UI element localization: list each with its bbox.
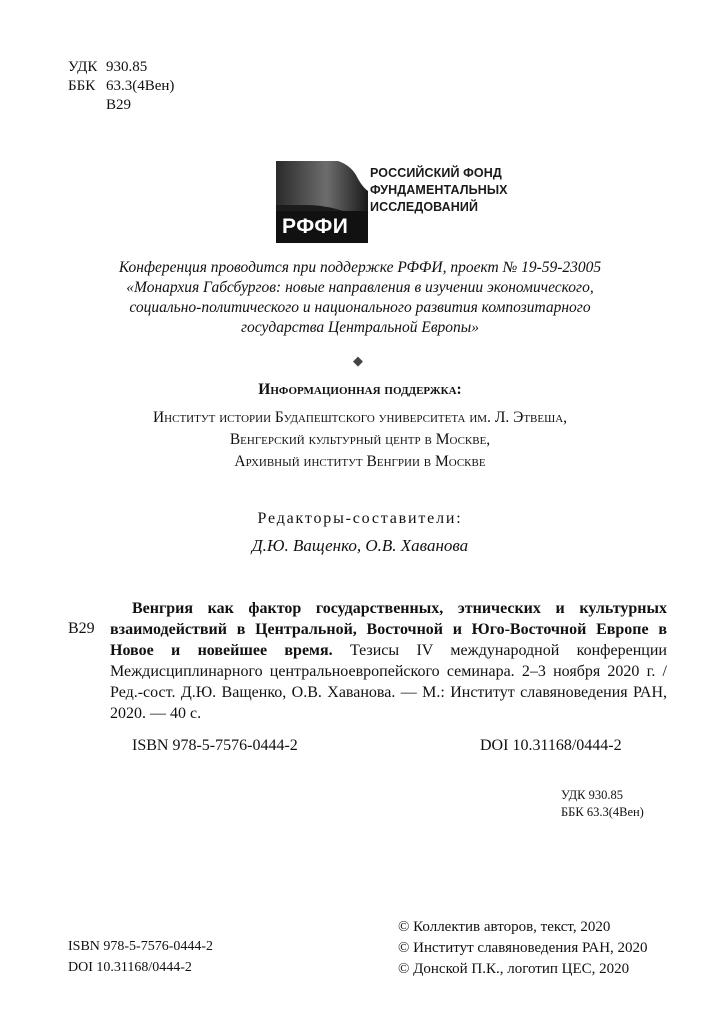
udk-value: 930.85 [106,59,148,75]
isbn-bottom: ISBN 978-5-7576-0444-2 [68,939,214,954]
bbk-value: 63.3(4Вен) [106,78,175,94]
copyright-line: © Донской П.К., логотип ЦЕС, 2020 [398,961,630,977]
rffi-logo [276,161,516,243]
rffi-logo-line: РОССИЙСКИЙ ФОНД [370,166,502,180]
bbk-right-line: ББК 63.3(4Вен) [561,805,644,819]
conference-line: государства Центральной Европы» [240,319,480,336]
copyright-line: © Коллектив авторов, текст, 2020 [398,919,611,935]
bbk-label: ББК [68,78,96,94]
author-sign-code: В29 [106,97,132,113]
rffi-logo-line: ИССЛЕДОВАНИЙ [370,200,479,214]
bibliographic-description [110,598,667,724]
isbn: ISBN 978-5-7576-0444-2 [132,737,298,754]
udk-right-line: УДК 930.85 [561,788,623,802]
diamond-divider-icon: ◆ [353,353,363,368]
copyright-line: © Институт славяноведения РАН, 2020 [398,940,648,956]
editors-heading: Редакторы-составители: [257,510,463,527]
conference-line: Конференция проводится при поддержке РФФИ, проект № 19-59-23005 [118,259,602,276]
book-title: Венгрия как фактор государственных, этнических и культурных взаимодействий в Центральной, Восточной и Юго-Восточной Европе в Новое и новейшее время. [110,600,667,659]
udk-bbk-right [561,787,644,821]
description-code: В29 [68,620,95,637]
rffi-logo-line: ФУНДАМЕНТАЛЬНЫХ [370,183,508,197]
udk-bbk-block [68,58,174,115]
doi: DOI 10.31168/0444-2 [480,737,622,754]
support-item: Архивный институт Венгрии в Москве [234,453,486,470]
rffi-abbrev: РФФИ [282,215,349,238]
copyright-block [398,917,648,980]
conference-line: «Монархия Габсбургов: новые направления в изучении экономического, [126,279,594,296]
book-details: Тезисы IV международной конференции Междисциплинарного центральноевропейского семинара. 2–3 ноября 2020 г. / Ред.-сост. Д.Ю. Ващенко, О.В. Хаванова. — М.: Институт славяноведения РАН, 2020. — 40 с. [110,642,667,722]
bottom-identifiers [68,936,213,978]
support-list [110,407,610,473]
doi-bottom: DOI 10.31168/0444-2 [68,960,192,975]
udk-label: УДК [68,59,98,75]
conference-note [100,258,620,338]
editors-names: Д.Ю. Ващенко, О.В. Хаванова [251,536,469,555]
support-item: Венгерский культурный центр в Москве, [229,431,491,448]
support-item: Институт истории Будапештского университета им. Л. Этвеша, [152,409,568,426]
conference-line: социально-политического и национального развития композитарного [129,299,591,316]
rffi-logo-text [370,165,508,216]
support-heading: Информационная поддержка: [258,381,462,398]
